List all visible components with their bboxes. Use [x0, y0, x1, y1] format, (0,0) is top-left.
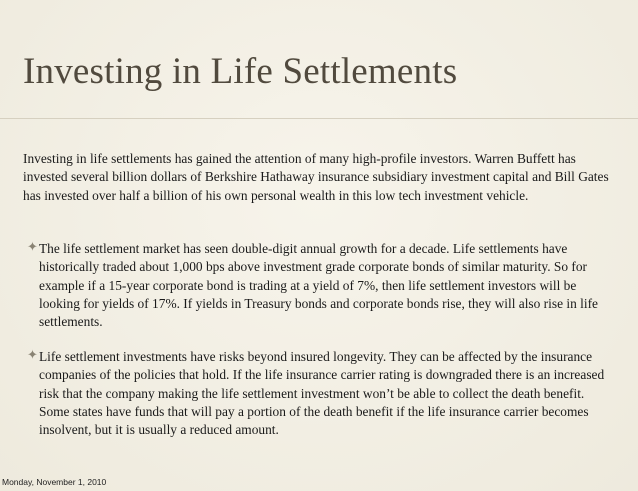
slide-title: Investing in Life Settlements — [23, 51, 458, 92]
footer-date: Monday, November 1, 2010 — [2, 477, 107, 487]
bullet-text: The life settlement market has seen double-digit annual growth for a decade. Life settlements have historically traded about 1,000 bps above investment grade corporate bonds of similar maturity. So for example if a 15-year corporate bond is trading at a yield of 7%, then life settlement investors will be looking for yields of 17%. If yields in Treasury bonds and corporate bonds rise, they will also rise in life settlements. — [39, 241, 598, 330]
intro-paragraph: Investing in life settlements has gained the attention of many high-profile investors. Warren Buffett has invested several billion dollars of Berkshire Hathaway insurance subsidiary investment capital and Bill Gates has invested over half a billion of his own personal wealth in this low tech investment vehicle. — [23, 151, 609, 203]
bullet-text: Life settlement investments have risks beyond insured longevity. They can be affected by the insurance companies of the policies that hold. If the life insurance carrier rating is downgraded there is an increased risk that the company making the life settlement investment won’t be able to collect the death benefit. Some states have funds that will pay a portion of the death benefit if the life insurance carrier becomes insolvent, but it is usually a reduced amount. — [39, 349, 605, 438]
title-divider — [0, 118, 638, 119]
bullet-star-icon: ✦ — [27, 348, 38, 363]
bullet-star-icon: ✦ — [27, 240, 38, 255]
